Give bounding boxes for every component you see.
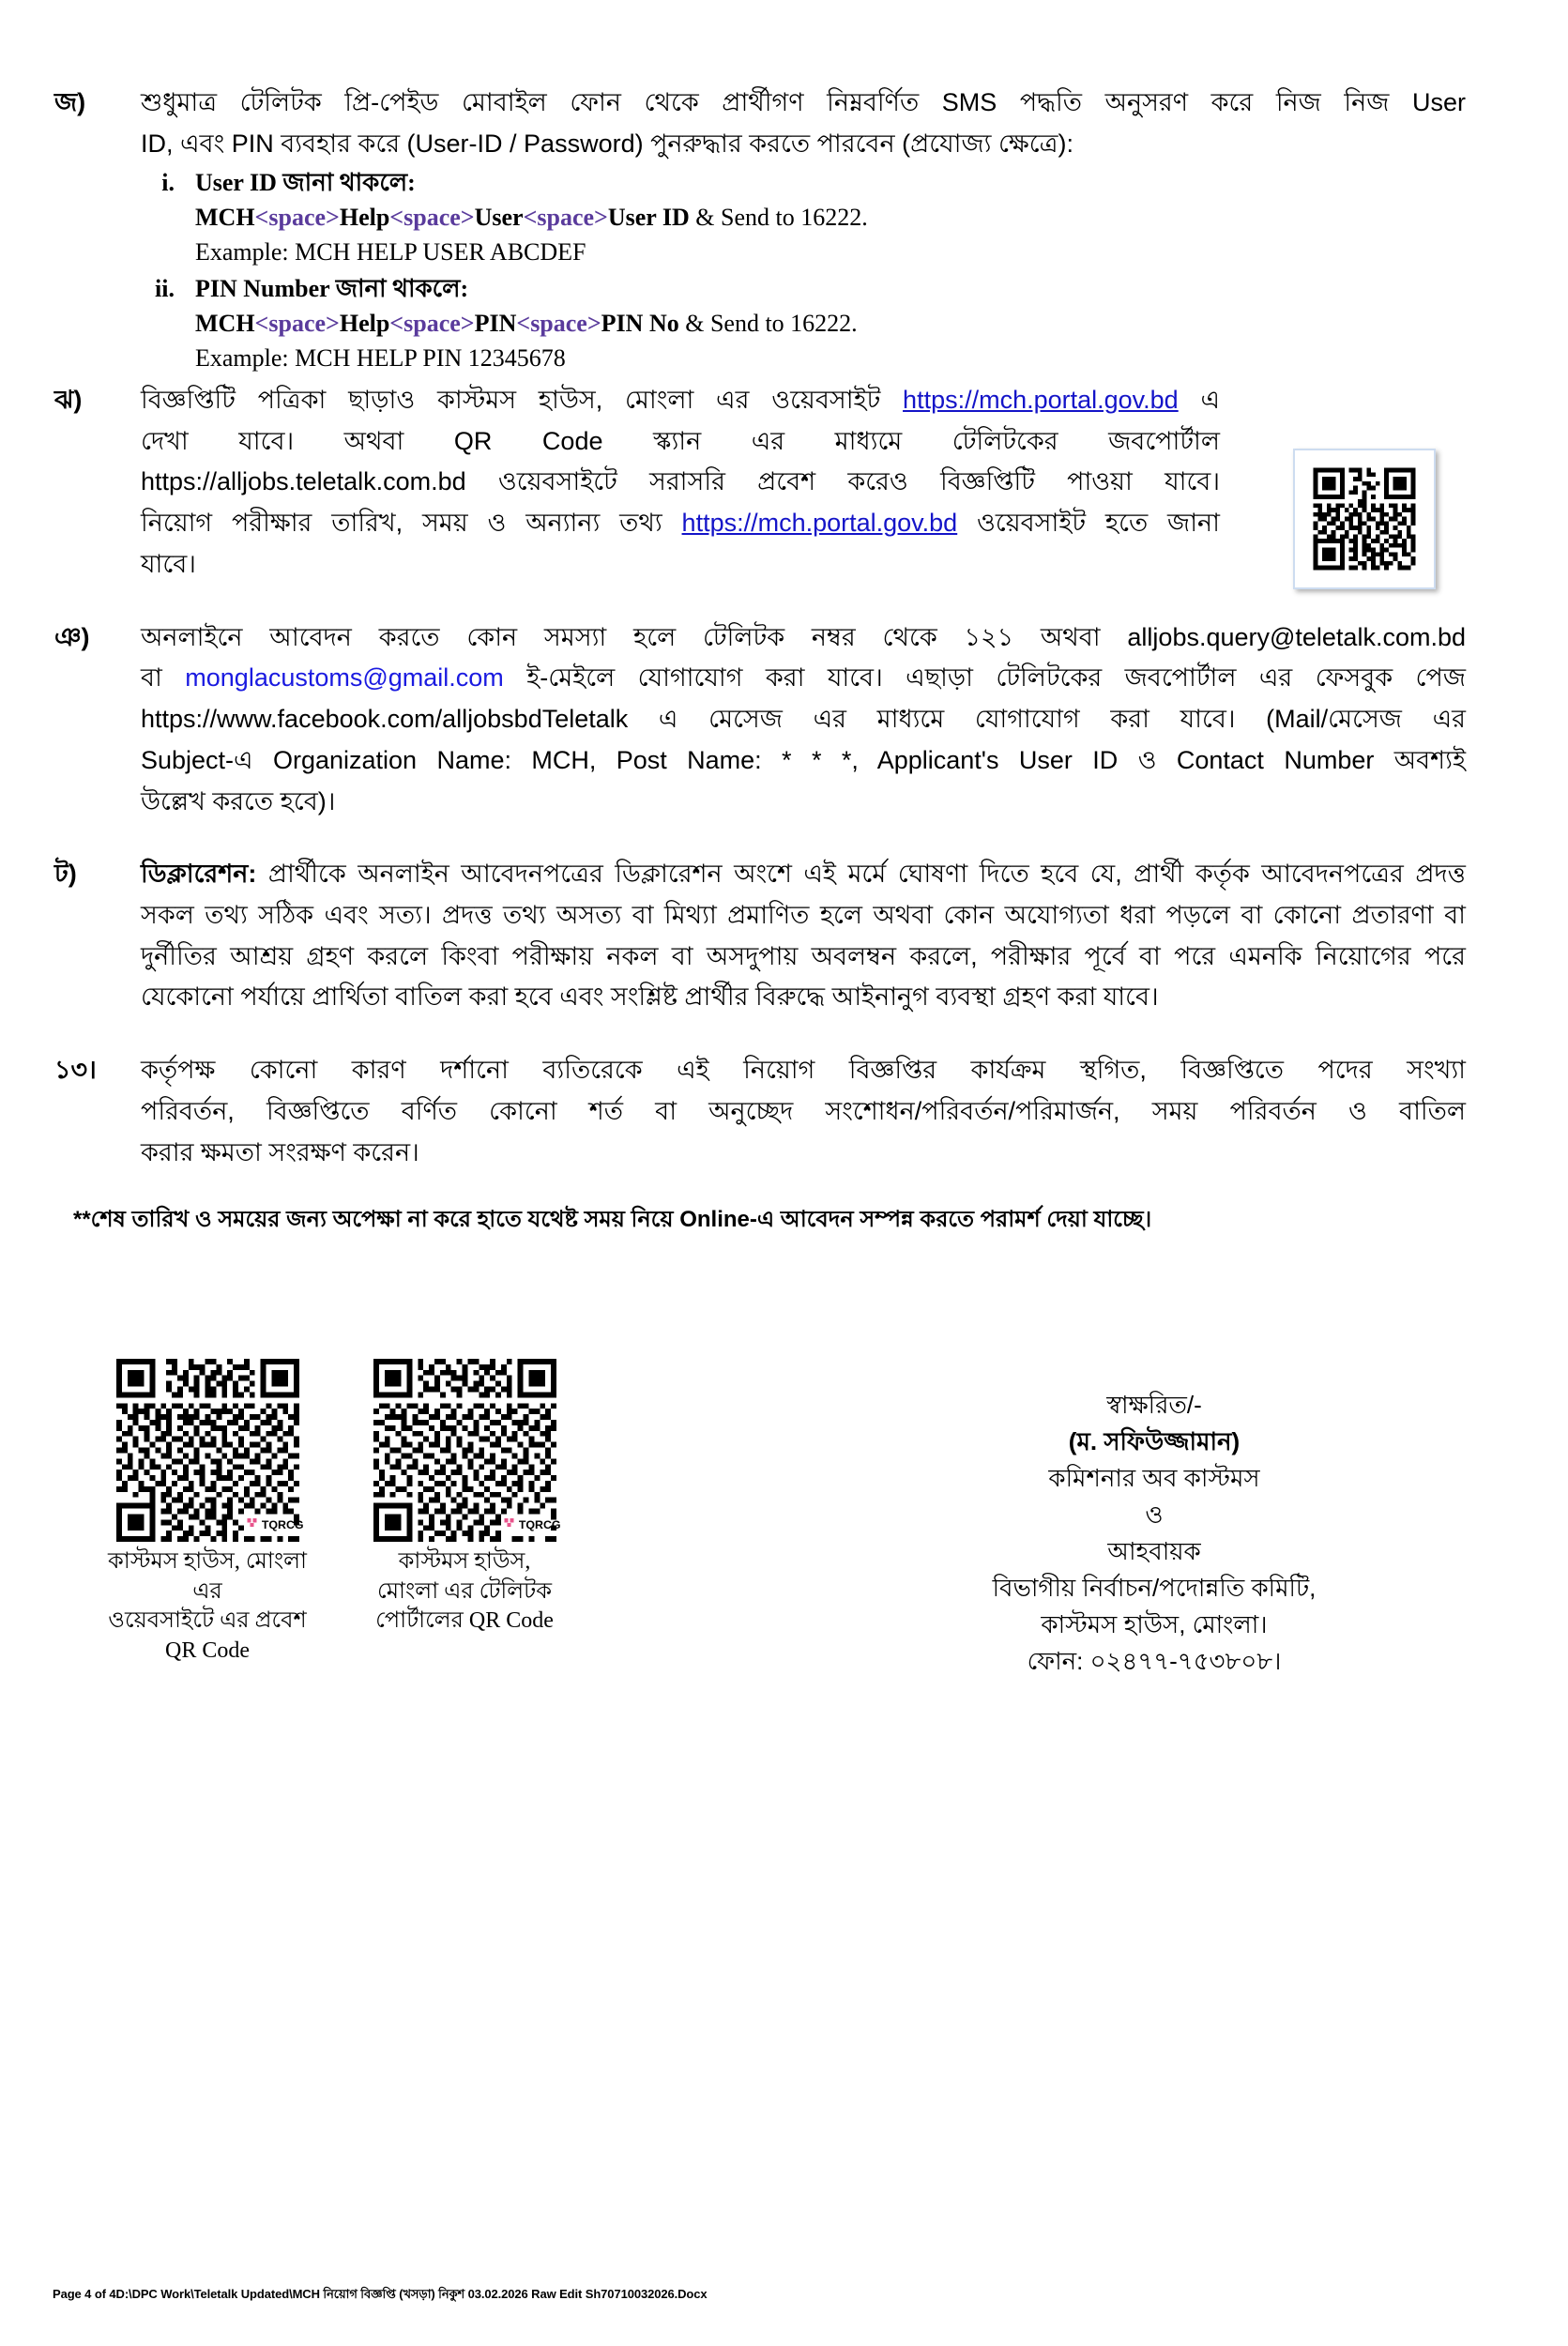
sms-example-pin: Example: MCH HELP PIN 12345678: [195, 344, 566, 372]
cmd2-part-pinno: PIN No: [601, 310, 679, 338]
svg-text:TQRCG: TQRCG: [261, 1517, 304, 1531]
signature-line-convener: আহবায়ক: [1107, 1537, 1201, 1565]
clause-ja-line-1: শুধুমাত্র টেলিটক প্রি-পেইড মোবাইল ফোন থেকে প্রার্থীগণ নিম্নবর্ণিত SMS পদ্ধতি অনুসরণ করে নিজ নিজ User: [141, 88, 1466, 116]
sms-command-pin: [195, 307, 1466, 342]
clause-nya-line-2: [141, 658, 1466, 699]
clause-marker-jha: ঝ): [54, 385, 83, 414]
link-mongla-customs-email[interactable]: monglacustoms@gmail.com: [185, 663, 504, 693]
clause-body-ja: [141, 83, 1466, 378]
portal-qr-caption-line-3: পোর্টালের QR Code: [375, 1608, 554, 1634]
cmd-space-token-1: <space>: [254, 204, 340, 232]
mch-portal-qr-code: [1293, 449, 1436, 589]
teletalk-portal-qr: [360, 1359, 569, 1667]
clause-marker-ja: জ): [54, 88, 86, 116]
website-qr-svg: [112, 1359, 304, 1542]
clause-jha-line-4: [141, 503, 1220, 544]
clause-jha-line-3: https://alljobs.teletalk.com.bd ওয়েবসাইটে সরাসরি প্রবেশ করেও বিজ্ঞপ্তিটি পাওয়া যাবে।: [141, 467, 1220, 496]
portal-qr-svg: [369, 1359, 561, 1542]
portal-qr-caption-line-2: মোংলা এর টেলিটক: [376, 1578, 553, 1604]
sms-heading-pin: PIN Number জানা থাকলে:: [195, 275, 469, 303]
sms-instructions-list: [141, 166, 1466, 375]
clause-nya-line-4: Subject-এ Organization Name: MCH, Post Name: * * *, Applicant's User ID ও Contact Number অবশ্যই: [141, 745, 1466, 774]
clause-ja: [49, 83, 1466, 378]
clause-13-line-1: কর্তৃপক্ষ কোনো কারণ দর্শানো ব্যতিরেকে এই নিয়োগ বিজ্ঞপ্তির কার্যক্রম স্থগিত, বিজ্ঞপ্তিতে পদের সংখ্যা: [141, 1056, 1466, 1085]
clause-jha-line-1: [141, 380, 1220, 421]
cmd2-space-token-2: <space>: [389, 310, 475, 338]
sms-instruction-body-1: [195, 166, 1466, 270]
cmd-part-mch: MCH: [195, 204, 255, 232]
jha-text-4b: ওয়েবসাইট হতে জানা: [957, 509, 1220, 538]
cmd-part-help: Help: [339, 204, 390, 232]
advisory-note: **শেষ তারিখ ও সময়ের জন্য অপেক্ষা না করে হাতে যথেষ্ট সময় নিয়ে Online-এ আবেদন সম্পন্ন করতে পরামর্শ দেয়া যাচ্ছে।: [73, 1207, 1152, 1233]
cmd-tail-1: & Send to 16222.: [689, 204, 868, 232]
clause-marker-nya: ঞ): [54, 622, 90, 651]
cmd-part-user: User: [474, 204, 524, 232]
signature-line-signed: স্বাক্ষরিত/-: [1106, 1391, 1202, 1419]
link-mch-portal-1[interactable]: https://mch.portal.gov.bd: [903, 385, 1179, 414]
qr-code-svg: [1308, 464, 1421, 574]
sms-instruction-item-1: [141, 166, 1466, 270]
jha-text-1a: বিজ্ঞপ্তিটি পত্রিকা ছাড়াও কাস্টমস হাউস, মোংলা এর ওয়েবসাইট: [141, 385, 904, 414]
cmd-part-userid: User ID: [607, 204, 690, 232]
document-content: [49, 83, 1466, 1237]
clause-ta-line-4: যেকোনো পর্যায়ে প্রার্থিতা বাতিল করা হবে এবং সংশ্লিষ্ট প্রার্থীর বিরুদ্ধে আইনানুগ ব্যবস্থা গ্রহণ করা যাবে।: [141, 983, 1159, 1012]
declaration-label: ডিক্লারেশন:: [141, 860, 257, 889]
customs-house-mongla-website-qr: [103, 1359, 312, 1667]
clause-marker-13: ১৩।: [54, 1056, 97, 1085]
nya-text-2b: ই-মেইলে যোগাযোগ করা যাবে। এছাড়া টেলিটকের জবপোর্টাল এর ফেসবুক পেজ: [503, 663, 1466, 693]
cmd2-part-help: Help: [339, 310, 390, 338]
clause-nya-line-1: অনলাইনে আবেদন করতে কোন সমস্যা হলে টেলিটক নম্বর থেকে ১২১ অথবা alljobs.query@teletalk.com.bd: [141, 622, 1466, 651]
cmd-tail-2: & Send to 16222.: [678, 310, 858, 338]
clause-body-ta: [141, 854, 1466, 1018]
nya-text-2a: বা: [141, 663, 186, 693]
sms-instruction-body-2: [195, 272, 1466, 376]
website-qr-caption-line-1: কাস্টমস হাউস, মোংলা এর: [107, 1549, 308, 1604]
jha-text-1b: এ: [1178, 385, 1221, 414]
website-qr-caption-line-3: QR Code: [165, 1638, 250, 1664]
sub-item-number-i: i.: [161, 169, 175, 197]
sms-heading-user-id: User ID জানা থাকলে:: [195, 169, 416, 197]
clause-ja-line-2: ID, এবং PIN ব্যবহার করে (User-ID / Password) পুনরুদ্ধার করতে পারবেন (প্রযোজ্য ক্ষেত্রে):: [141, 129, 1073, 158]
website-qr-caption-line-2: ওয়েবসাইটে এর প্রবেশ: [108, 1608, 307, 1634]
signature-line-designation: কমিশনার অব কাস্টমস: [1048, 1464, 1260, 1492]
signature-line-and: ও: [1145, 1501, 1164, 1529]
jha-text-4a: নিয়োগ পরীক্ষার তারিখ, সময় ও অন্যান্য তথ্য: [141, 509, 682, 538]
signature-line-committee: বিভাগীয় নির্বাচন/পদোন্নতি কমিটি,: [992, 1574, 1317, 1602]
signature-line-name: (ম. সফিউজ্জামান): [1068, 1427, 1241, 1455]
clause-jha-line-2: দেখা যাবে। অথবা QR Code স্ক্যান এর মাধ্যমে টেলিটকের জবপোর্টাল: [141, 426, 1220, 455]
clause-jha: [49, 380, 1466, 586]
clause-jha-line-5: যাবে।: [141, 549, 196, 578]
sms-instruction-item-2: [141, 272, 1466, 376]
signature-line-phone: ফোন: ০২৪৭৭-৭৫৩৮০৮।: [1027, 1647, 1282, 1675]
cmd2-part-pin: PIN: [474, 310, 517, 338]
link-mch-portal-2[interactable]: https://mch.portal.gov.bd: [681, 509, 958, 538]
sms-command-user-id: [195, 201, 1466, 236]
clause-body-jha: [141, 380, 1220, 586]
page-footer: Page 4 of 4D:\DPC Work\Teletalk Updated\MCH নিয়োগ বিজ্ঞপ্তি (খসড়া) নিকুশ 03.02.2026 Raw Edit Sh70710032026.Docx: [53, 2287, 708, 2301]
signature-line-office: কাস্টমস হাউস, মোংলা।: [1041, 1610, 1268, 1638]
clause-13-line-2: পরিবর্তন, বিজ্ঞপ্তিতে বর্ণিত কোনো শর্ত বা অনুচ্ছেদ সংশোধন/পরিবর্তন/পরিমার্জন, সময় পরিবর্তন ও বাতিল: [141, 1096, 1466, 1125]
clause-marker-ta: ট): [54, 860, 77, 889]
portal-qr-caption-line-1: কাস্টমস হাউস,: [398, 1549, 531, 1574]
clause-nya: [49, 617, 1466, 823]
svg-text:TQRCG: TQRCG: [518, 1517, 561, 1531]
portal-qr-caption: [360, 1547, 569, 1637]
clause-ta-line-2: সকল তথ্য সঠিক এবং সত্য। প্রদত্ত তথ্য অসত্য বা মিথ্যা প্রমাণিত হলে অথবা কোন অযোগ্যতা ধরা পড়লে বা কোনো প্রতারণা বা: [141, 900, 1466, 929]
clause-13: [49, 1050, 1466, 1173]
cmd-space-token-2: <space>: [389, 204, 475, 232]
website-qr-caption: [103, 1547, 312, 1667]
sms-example-user-id: Example: MCH HELP USER ABCDEF: [195, 238, 586, 267]
cmd-space-token-3: <space>: [523, 204, 608, 232]
clause-nya-line-5: উল্লেখ করতে হবে)।: [141, 786, 336, 815]
cmd2-part-mch: MCH: [195, 310, 255, 338]
bottom-qr-row: [103, 1359, 666, 1667]
cmd2-space-token-1: <space>: [254, 310, 340, 338]
sub-item-number-ii: ii.: [155, 275, 175, 303]
signature-block: [938, 1387, 1370, 1680]
clause-13-line-3: করার ক্ষমতা সংরক্ষণ করেন।: [141, 1137, 419, 1166]
clause-body-nya: [141, 617, 1466, 823]
clause-nya-line-3: https://www.facebook.com/alljobsbdTeletalk এ মেসেজ এর মাধ্যমে যোগাযোগ করা যাবে। (Mail/মেসেজ এর: [141, 705, 1466, 734]
ta-text-1: প্রার্থীকে অনলাইন আবেদনপত্রের ডিক্লারেশন অংশে এই মর্মে ঘোষণা দিতে হবে যে, প্রার্থী কর্তৃক আবেদনপত্রের প্রদত্ত: [256, 860, 1466, 889]
cmd2-space-token-3: <space>: [516, 310, 601, 338]
clause-ta-line-1: [141, 854, 1466, 895]
clause-body-13: [141, 1050, 1466, 1173]
clause-ta-line-3: দুর্নীতির আশ্রয় গ্রহণ করলে কিংবা পরীক্ষায় নকল বা অসদুপায় অবলম্বন করলে, পরীক্ষার পূর্বে বা পরে এমনকি নিয়োগের পরে: [141, 941, 1466, 970]
clause-ta: [49, 854, 1466, 1018]
